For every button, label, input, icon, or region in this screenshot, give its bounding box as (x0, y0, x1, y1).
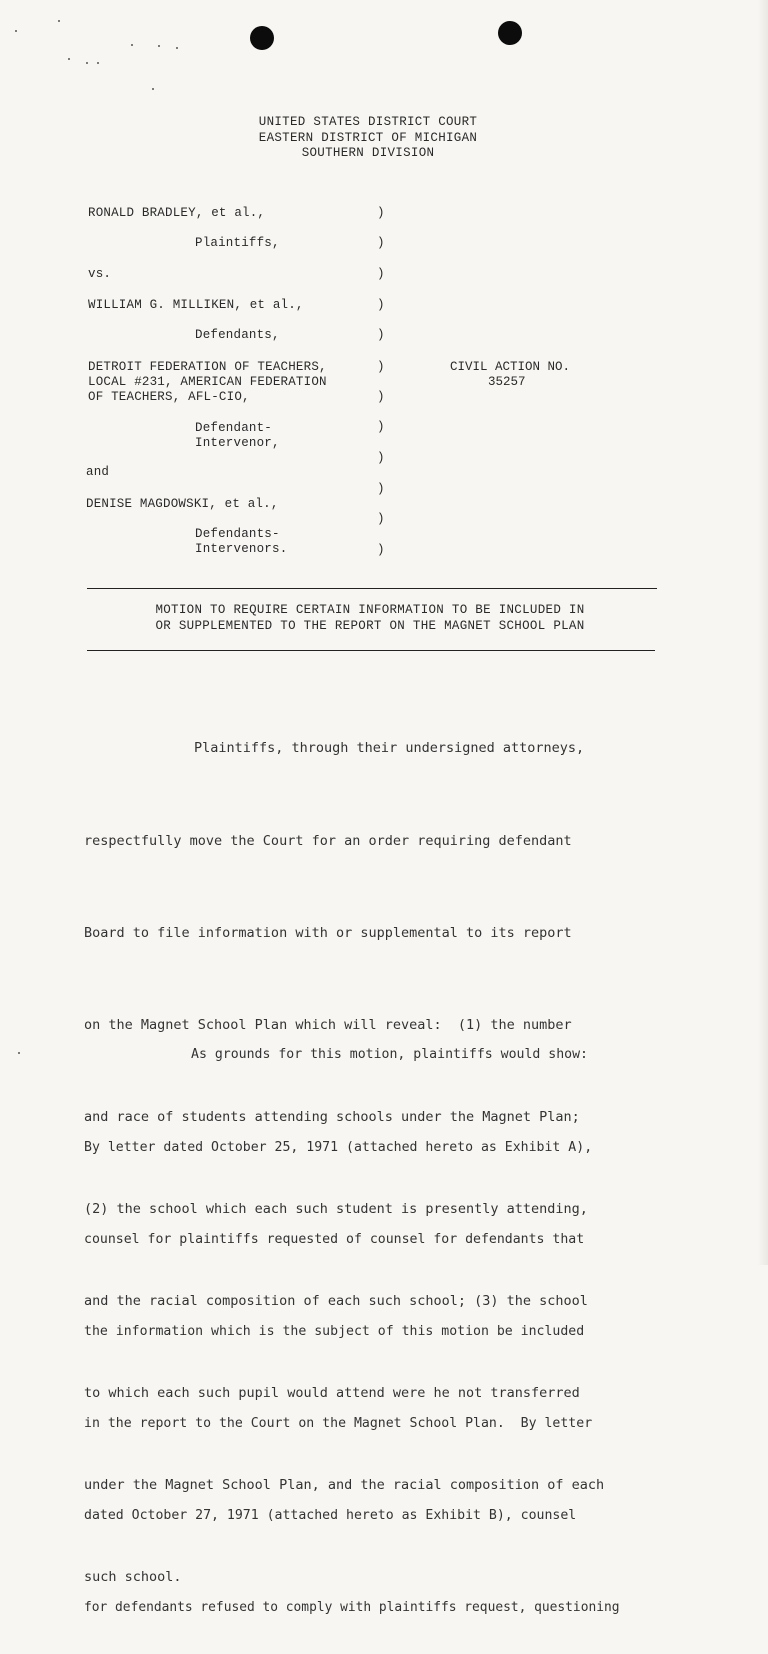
intervenors-role: Defendants- Intervenors. (195, 527, 288, 556)
scan-speck (86, 62, 88, 64)
defendant-role: Defendants, (195, 328, 280, 342)
body-line: for defendants refused to comply with plaintiffs request, questioning (84, 1600, 620, 1616)
body-line: counsel for plaintiffs requested of counsel for defendants that (84, 1231, 585, 1247)
title-rule-top (87, 588, 657, 589)
civil-action-block (450, 360, 570, 390)
court-heading (0, 115, 736, 162)
body-line: and race of students attending schools under the Magnet Plan; (84, 1108, 580, 1125)
body-line: dated October 27, 1971 (attached hereto as Exhibit B), counsel (84, 1507, 577, 1523)
body-line: By letter dated October 25, 1971 (attached hereto as Exhibit A), (84, 1139, 593, 1155)
body-line: the information which is the subject of this motion be included (84, 1323, 585, 1339)
scan-speck (58, 20, 60, 22)
intervenor-line: DETROIT FEDERATION OF TEACHERS, (88, 360, 327, 374)
caption-paren: ) (377, 543, 385, 557)
body-line: on the Magnet School Plan which will reveal: (1) the number (84, 1016, 572, 1033)
motion-title (60, 603, 680, 634)
intervenors-name: DENISE MAGDOWSKI, et al., (86, 497, 279, 511)
body-line: respectfully move the Court for an order requiring defendant (84, 832, 572, 849)
caption-paren: ) (377, 267, 385, 281)
page-edge-shadow (758, 0, 768, 1265)
caption-paren: ) (377, 451, 385, 465)
intervenor-line: LOCAL #231, AMERICAN FEDERATION (88, 375, 327, 389)
scan-speck (131, 44, 133, 46)
caption-paren: ) (377, 328, 385, 342)
scan-speck (152, 88, 154, 90)
intervenor-role: Defendant- Intervenor, (195, 421, 280, 450)
punch-hole-left (250, 26, 274, 50)
court-district: EASTERN DISTRICT OF MICHIGAN (258, 130, 478, 145)
body-line: under the Magnet School Plan, and the racial composition of each (84, 1477, 605, 1494)
body-line: in the report to the Court on the Magnet School Plan. By letter (84, 1415, 593, 1431)
intervenor-line: OF TEACHERS, AFL-CIO, (88, 390, 250, 404)
caption-paren: ) (377, 206, 385, 220)
caption-paren: ) (377, 360, 385, 374)
paragraph-grounds (84, 979, 716, 1654)
body-line: As grounds for this motion, plaintiffs would show: (191, 1047, 588, 1063)
punch-hole-right (498, 21, 522, 45)
caption-paren: ) (377, 512, 385, 526)
scan-speck (68, 58, 70, 60)
title-rule-bottom (87, 650, 655, 651)
intervenor-name (88, 360, 327, 405)
plaintiff-name: RONALD BRADLEY, et al., (88, 206, 266, 220)
body-line: (2) the school which each such student is presently attending, (84, 1200, 588, 1217)
scan-speck (97, 62, 99, 64)
caption-paren: ) (377, 482, 385, 496)
scan-speck (18, 1052, 20, 1054)
body-line: such school. (84, 1569, 182, 1586)
versus-label: vs. (88, 267, 112, 281)
scan-speck (176, 47, 178, 49)
civil-action-label: CIVIL ACTION NO. (450, 360, 571, 374)
court-division: SOUTHERN DIVISION (301, 146, 435, 160)
scan-speck (15, 30, 17, 32)
body-line: and the racial composition of each such school; (3) the school (84, 1293, 588, 1310)
caption-paren: ) (377, 236, 385, 250)
caption-paren: ) (377, 390, 385, 404)
motion-title-line: OR SUPPLEMENTED TO THE REPORT ON THE MAGNET SCHOOL PLAN (155, 618, 585, 633)
body-line: Plaintiffs, through their undersigned attorneys, (194, 740, 585, 757)
caption-paren: ) (377, 420, 385, 434)
plaintiff-role: Plaintiffs, (195, 236, 280, 250)
scan-speck (158, 45, 160, 47)
defendant-name: WILLIAM G. MILLIKEN, et al., (88, 298, 304, 312)
caption-paren: ) (377, 298, 385, 312)
and-label: and (86, 465, 110, 479)
body-line: Board to file information with or supplemental to its report (84, 924, 572, 941)
civil-action-number: 35257 (488, 375, 526, 389)
body-line: to which each such pupil would attend were he not transferred (84, 1385, 580, 1402)
court-name: UNITED STATES DISTRICT COURT (258, 115, 478, 129)
motion-title-line: MOTION TO REQUIRE CERTAIN INFORMATION TO BE INCLUDED IN (155, 603, 585, 617)
